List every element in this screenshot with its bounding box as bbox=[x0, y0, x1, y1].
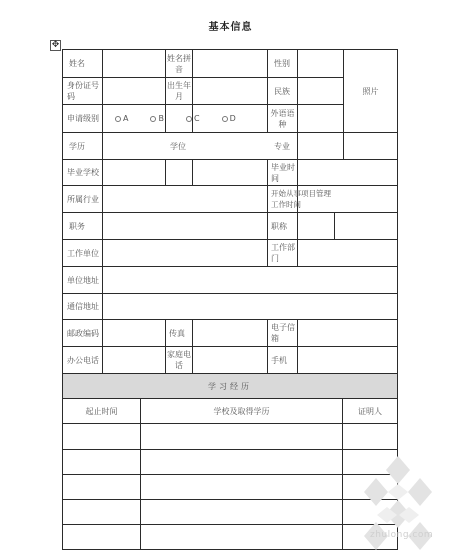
grid-line bbox=[62, 319, 398, 320]
fax-label: 传真 bbox=[169, 328, 185, 338]
gender-label: 性别 bbox=[274, 59, 290, 68]
grid-line bbox=[102, 185, 103, 373]
grid-line bbox=[102, 49, 103, 159]
unit-address-label: 单位地址 bbox=[67, 275, 99, 285]
radio-icon bbox=[150, 116, 156, 122]
grid-line bbox=[62, 293, 398, 294]
level-option-a[interactable]: A bbox=[115, 113, 128, 124]
title-rank-label: 职称 bbox=[271, 221, 287, 231]
level-option-c[interactable]: C bbox=[186, 113, 200, 124]
ethnicity-label: 民族 bbox=[274, 86, 290, 96]
graduate-school-label: 毕业学校 bbox=[67, 168, 99, 177]
foreign-language-label: 外语语种 bbox=[270, 108, 295, 129]
radio-icon bbox=[186, 116, 192, 122]
grid-line bbox=[62, 499, 398, 500]
photo-label: 照片 bbox=[362, 86, 379, 96]
grid-line bbox=[62, 449, 398, 450]
grid-line bbox=[62, 474, 398, 475]
study-col-witness: 证明人 bbox=[358, 406, 382, 416]
major-label: 专业 bbox=[274, 141, 290, 151]
radio-icon bbox=[222, 116, 228, 122]
birth-date-label: 出生年月 bbox=[167, 81, 191, 101]
grid-line bbox=[102, 159, 103, 186]
name-label: 姓名 bbox=[69, 59, 85, 68]
education-label: 学历 bbox=[69, 141, 85, 151]
apply-level-options bbox=[103, 105, 267, 132]
grid-line bbox=[62, 185, 398, 186]
home-phone-label: 家庭电话 bbox=[167, 350, 191, 370]
study-col-school: 学校及取得学历 bbox=[213, 406, 270, 416]
industry-label: 所属行业 bbox=[67, 194, 99, 204]
department-label: 工作部门 bbox=[271, 243, 295, 263]
level-option-d[interactable]: D bbox=[222, 113, 236, 124]
grid-line bbox=[62, 132, 398, 133]
grid-line bbox=[192, 159, 193, 186]
name-pinyin-label: 姓名拼音 bbox=[167, 53, 191, 74]
grid-line bbox=[62, 549, 398, 550]
table-move-handle-icon[interactable]: ✥ bbox=[51, 40, 60, 50]
watermark-text: zhulong.com bbox=[370, 530, 434, 540]
grid-line bbox=[62, 77, 343, 78]
grid-line bbox=[297, 49, 298, 185]
graduate-time-label: 毕业时间 bbox=[271, 162, 295, 183]
basic-info-table bbox=[62, 49, 398, 550]
apply-level-label: 申请级别 bbox=[67, 114, 99, 123]
grid-line bbox=[62, 266, 398, 267]
grid-line bbox=[334, 212, 335, 239]
study-col-period: 起止时间 bbox=[85, 406, 118, 416]
degree-label: 学位 bbox=[170, 141, 186, 151]
grid-line bbox=[165, 159, 166, 186]
office-phone-label: 办公电话 bbox=[67, 355, 99, 365]
position-label: 职务 bbox=[69, 221, 85, 231]
grid-line bbox=[62, 212, 398, 213]
grid-line bbox=[192, 319, 193, 373]
email-label: 电子信箱 bbox=[271, 323, 295, 343]
grid-line bbox=[62, 159, 398, 160]
grid-line bbox=[62, 239, 398, 240]
postal-code-label: 邮政编码 bbox=[67, 328, 99, 338]
grid-line bbox=[62, 524, 398, 525]
radio-icon bbox=[115, 116, 121, 122]
work-unit-label: 工作单位 bbox=[67, 248, 99, 258]
grid-line bbox=[62, 423, 398, 424]
document-title: 基本信息 bbox=[208, 22, 253, 33]
grid-line bbox=[62, 346, 398, 347]
id-number-label: 身份证号码 bbox=[67, 81, 99, 101]
pm-start-time-label: 开始从事项目管理工作时间 bbox=[271, 189, 331, 209]
study-heading: 学习经历 bbox=[208, 381, 252, 391]
mobile-label: 手机 bbox=[271, 355, 287, 365]
grid-line bbox=[297, 319, 298, 373]
level-option-b[interactable]: B bbox=[150, 113, 164, 124]
mail-address-label: 通信地址 bbox=[67, 302, 99, 311]
